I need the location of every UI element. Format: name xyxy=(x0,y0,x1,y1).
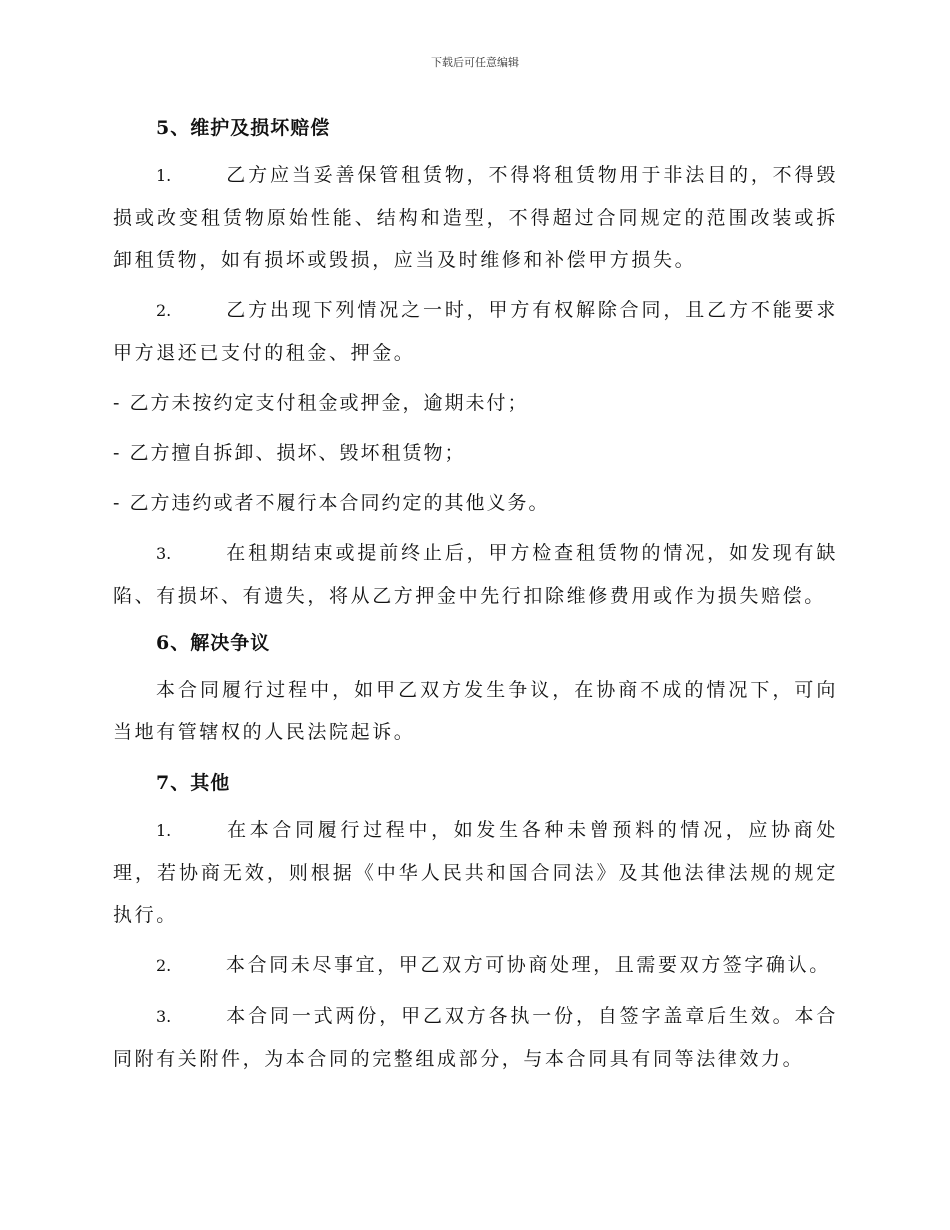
item-text: 乙方应当妥善保管租赁物，不得将租赁物用于非法目的，不得毁损或改变租赁物原始性能、结构和造型，不得超过合同规定的范围改装或拆卸租赁物，如有损坏或毁损，应当及时维修和补偿甲方损失。 xyxy=(113,164,838,271)
item-text: 乙方出现下列情况之一时，甲方有权解除合同，且乙方不能要求甲方退还已支付的租金、押金。 xyxy=(113,299,838,364)
section-5-item-2 xyxy=(113,289,838,374)
item-text: 在租期结束或提前终止后，甲方检查租赁物的情况，如发现有缺陷、有损坏、有遗失，将从乙方押金中先行扣除维修费用或作为损失赔偿。 xyxy=(113,542,838,607)
section-7-heading: 7、其他 xyxy=(156,772,231,794)
item-text: 本合同一式两份，甲乙双方各执一份，自签字盖章后生效。本合同附有关附件，为本合同的完整组成部分，与本合同具有同等法律效力。 xyxy=(113,1005,838,1070)
item-number: 2. xyxy=(156,301,172,320)
section-5-heading: 5、维护及损坏赔偿 xyxy=(156,117,331,139)
bullet-item: - 乙方未按约定支付租金或押金，逾期未付； xyxy=(113,392,529,414)
item-number: 3. xyxy=(156,1007,172,1026)
header-note: 下载后可任意编辑 xyxy=(431,56,519,69)
section-7-item-1 xyxy=(113,809,838,936)
item-number: 2. xyxy=(156,956,172,975)
bullet-item: - 乙方擅自拆卸、损坏、毁坏租赁物； xyxy=(113,442,466,464)
item-number: 1. xyxy=(156,166,172,185)
item-text: 在本合同履行过程中，如发生各种未曾预料的情况，应协商处理，若协商无效，则根据《中华人民共和国合同法》及其他法律法规的规定执行。 xyxy=(113,819,838,926)
document-body xyxy=(113,110,838,1080)
section-6-text: 本合同履行过程中，如甲乙双方发生争议，在协商不成的情况下，可向当地有管辖权的人民法院起诉。 xyxy=(113,679,838,743)
section-5-item-1 xyxy=(113,154,838,281)
item-number: 1. xyxy=(156,821,172,840)
section-7-item-2 xyxy=(113,944,838,987)
section-6-heading: 6、解决争议 xyxy=(156,632,271,654)
bullet-item: - 乙方违约或者不履行本合同约定的其他义务。 xyxy=(113,492,550,514)
item-text: 本合同未尽事宜，甲乙双方可协商处理，且需要双方签字确认。 xyxy=(226,954,831,976)
item-number: 3. xyxy=(156,544,172,563)
section-5-item-3 xyxy=(113,532,838,617)
section-7-item-3 xyxy=(113,995,838,1080)
